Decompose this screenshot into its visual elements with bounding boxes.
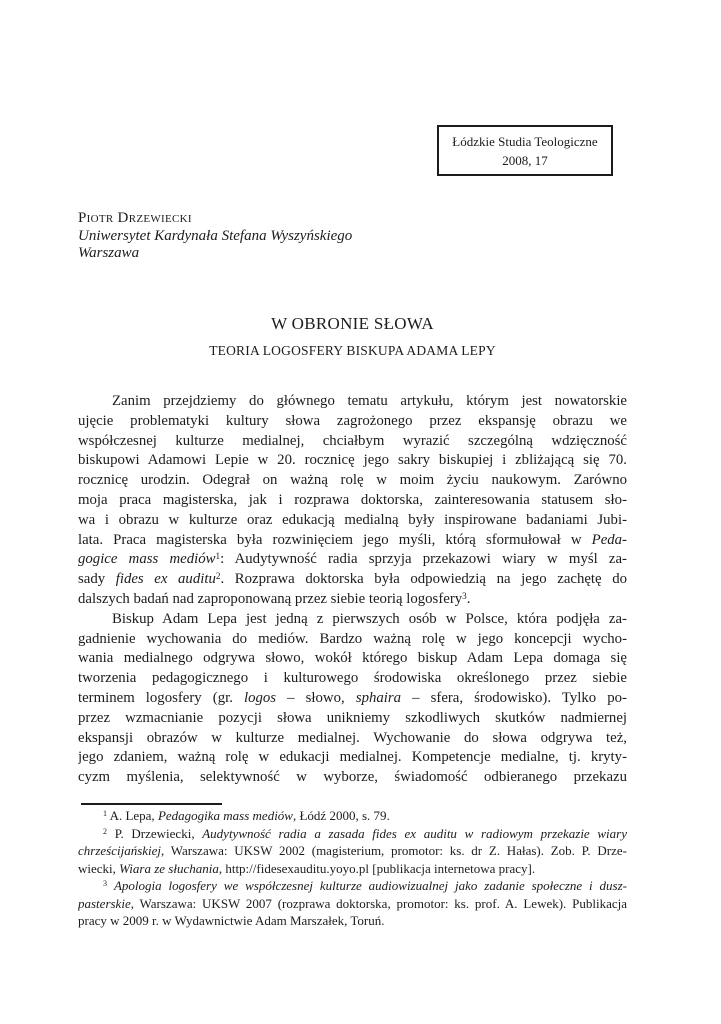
footnote-marker: 1: [103, 809, 108, 819]
footnotes-block: [78, 808, 627, 931]
text-run: Wiara ze słuchania: [119, 860, 219, 876]
text-run: A. Lepa,: [107, 808, 158, 823]
text-run: przez wzmacnianie pozycji słowa unikniemy szkodliwych skutków nadmiernej: [78, 709, 627, 726]
author-affiliation: Uniwersytet Kardynała Stefana Wyszyńskiego: [78, 227, 353, 244]
text-run: [107, 878, 114, 893]
text-run: Biskup Adam Lepa jest jedną z pierwszych osób w Polsce, która podjęła za-: [112, 610, 627, 627]
text-run: lata. Praca magisterska była rozwinięciem jego myśli, którą sformułował w: [78, 531, 592, 548]
text-run: ekspansji obrazów w kulturze medialnej. Wychowanie do słowa odgrywa też,: [78, 729, 627, 746]
text-line: [78, 749, 627, 769]
text-line: [78, 690, 627, 710]
author-city: Warszawa: [78, 245, 140, 262]
footnote-marker: 3: [103, 879, 108, 889]
text-run: . Rozprawa doktorska była odpowiedzią na jego zachętę do: [220, 571, 627, 588]
text-line: [78, 433, 627, 453]
text-run: jego zdaniem, ważną rolę w edukacji medialnej. Kompetencje medialne, tj. kryty-: [78, 749, 627, 766]
text-run: fides ex auditu: [115, 571, 216, 588]
text-run: wania medialnego odgrywa słowo, wokół którego biskup Adam Lepa domaga się: [78, 650, 627, 667]
text-line: [78, 861, 627, 879]
text-run: współczesnej kulturze medialnej, chciałbym wyrazić szczególną wdzięczność: [78, 432, 627, 449]
text-run: P. Drzewiecki,: [107, 825, 203, 841]
footnote-1: [78, 808, 627, 826]
article-heading: [78, 314, 627, 359]
journal-header-box: [437, 125, 613, 176]
footnote-3: [78, 878, 627, 931]
text-run: gadnienie wychowania do mediów. Bardzo ważną rolę w jego koncepcji wycho-: [78, 630, 627, 647]
text-line: [78, 730, 627, 750]
text-line: [78, 670, 627, 690]
text-run: sphaira: [355, 689, 402, 706]
text-line: [78, 532, 627, 552]
paragraph-1: [78, 393, 627, 611]
text-line: [78, 631, 627, 651]
text-run: sady: [78, 571, 116, 588]
text-line: [78, 808, 627, 826]
article-subtitle: TEORIA LOGOSFERY BISKUPA ADAMA LEPY: [209, 343, 496, 358]
text-run: cyzm myślenia, selektywność w wyborze, świadomość odbieranego przekazu: [78, 769, 627, 786]
footnote-marker: 2: [103, 826, 108, 836]
text-line: [78, 878, 627, 896]
text-run: : Audytywność radia sprzyja przekazowi wiary w myśl za-: [220, 551, 627, 568]
footnote-marker: 1: [215, 551, 221, 562]
text-line: [78, 551, 627, 571]
text-run: gogice mass mediów: [78, 551, 216, 568]
text-line: [78, 472, 627, 492]
text-run: , Łódź 2000, s. 79.: [292, 808, 390, 823]
text-run: , Warszawa: UKSW 2007 (rozprawa doktorska, promotor: ks. prof. A. Lewek). Publikacja: [130, 895, 627, 911]
text-line: [78, 843, 627, 861]
text-run: biskupowi Adamowi Lepie w 20. rocznicę jego sakry biskupiej i zbliżającą się 70.: [78, 452, 627, 469]
journal-issue: 2008, 17: [502, 152, 548, 168]
text-run: moja praca magisterska, jak i rozprawa doktorska, zainteresowania statusem sło-: [78, 491, 627, 508]
text-run: , http://fidesexauditu.yoyo.pl [publikacja internetowa pracy].: [218, 860, 536, 876]
text-run: .: [466, 590, 471, 607]
text-run: Peda-: [591, 531, 627, 548]
text-line: [78, 492, 627, 512]
text-run: dalszych badań nad zaproponowaną przez siebie teorią logosfery: [78, 590, 463, 607]
text-run: pracy w 2009 r. w Wydawnictwie Adam Marszałek, Toruń.: [78, 913, 385, 928]
text-line: [78, 826, 627, 844]
footnote-marker: 2: [215, 571, 221, 582]
text-line: [78, 591, 627, 611]
text-line: [78, 452, 627, 472]
text-run: tworzenia pedagogicznego i kulturowego środowiska określonego przez siebie: [78, 670, 627, 687]
text-line: [78, 769, 627, 789]
article-body: [78, 393, 627, 789]
journal-title: Łódzkie Studia Teologiczne: [452, 133, 598, 149]
text-run: – słowo,: [276, 689, 356, 706]
text-line: [78, 896, 627, 914]
text-line: [78, 512, 627, 532]
article-title: W OBRONIE SŁOWA: [271, 314, 434, 333]
text-line: [78, 611, 627, 631]
text-run: Pedagogika mass mediów: [157, 808, 293, 823]
text-run: ujęcie problematyki kultury słowa zagrożonego przez ekspansję obrazu we: [78, 412, 627, 429]
text-run: Zanim przejdziemy do głównego tematu artykułu, którym jest nowatorskie: [112, 393, 627, 409]
text-run: Audytywność radia a zasada fides ex auditu w radiowym przekazie wiary: [202, 825, 627, 841]
paragraph-2: [78, 611, 627, 789]
text-line: [78, 413, 627, 433]
text-line: [78, 650, 627, 670]
text-run: wa i obrazu w kulturze oraz edukacją medialną były inspirowane badaniami Jubi-: [78, 511, 627, 528]
text-run: logos: [244, 689, 277, 706]
text-line: [78, 913, 627, 931]
text-run: terminem logosfery (gr.: [78, 689, 244, 706]
text-run: – sfera, środowisko). Tylko po-: [401, 689, 627, 706]
text-run: rocznicę urodzin. Odegrał on ważną rolę w moim życiu naukowym. Zarówno: [78, 472, 627, 489]
author-name: Piotr Drzewiecki: [78, 210, 192, 226]
author-block: [78, 210, 352, 263]
footnote-separator-rule: [81, 803, 222, 805]
text-run: wiecki,: [78, 860, 120, 876]
text-run: , Warszawa: UKSW 2002 (magisterium, promotor: ks. dr Z. Hałas). Zob. P. Drze-: [161, 843, 627, 858]
text-line: [78, 710, 627, 730]
text-run: pasterskie: [78, 895, 131, 911]
text-line: [78, 571, 627, 591]
footnote-marker: 3: [462, 590, 467, 601]
text-run: chrześcijańskiej: [78, 843, 162, 858]
footnote-2: [78, 826, 627, 879]
text-run: Apologia logosfery we współczesnej kulturze audiowizualnej jako zadanie społeczne i dusz-: [113, 878, 627, 893]
text-line: [78, 393, 627, 413]
